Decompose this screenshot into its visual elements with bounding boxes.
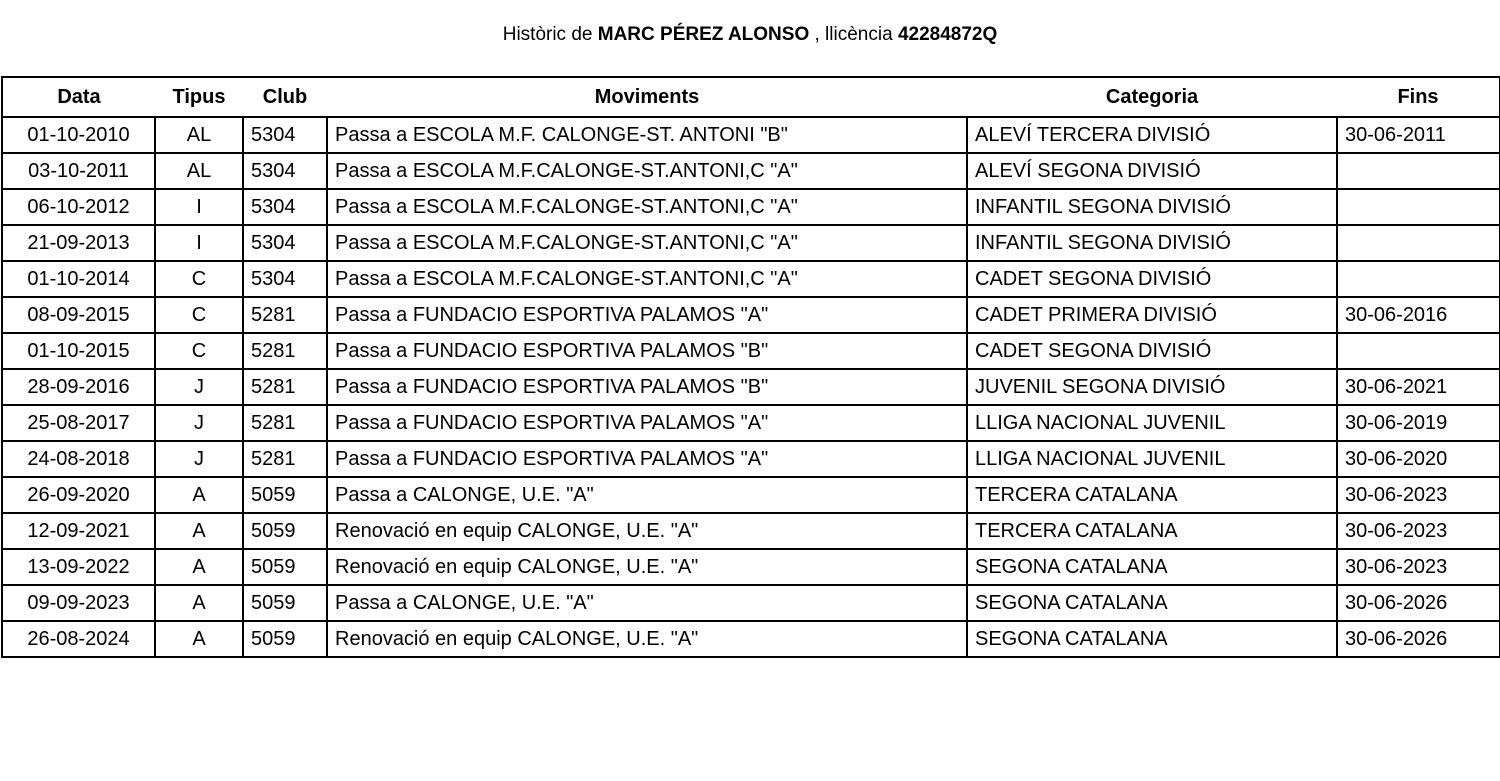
- cell-club: 5059: [243, 621, 327, 657]
- cell-tipus: I: [155, 225, 243, 261]
- cell-moviments: Passa a FUNDACIO ESPORTIVA PALAMOS "A": [327, 297, 967, 333]
- column-header-fins: Fins: [1337, 77, 1500, 117]
- cell-club: 5059: [243, 549, 327, 585]
- cell-categoria: CADET SEGONA DIVISIÓ: [967, 333, 1337, 369]
- cell-tipus: J: [155, 405, 243, 441]
- cell-tipus: AL: [155, 117, 243, 153]
- table-row: [2, 153, 1500, 189]
- cell-tipus: J: [155, 441, 243, 477]
- cell-club: 5281: [243, 369, 327, 405]
- cell-fins: [1337, 153, 1500, 189]
- cell-tipus: A: [155, 549, 243, 585]
- cell-categoria: ALEVÍ TERCERA DIVISIÓ: [967, 117, 1337, 153]
- cell-fins: 30-06-2016: [1337, 297, 1500, 333]
- table-row: [2, 621, 1500, 657]
- cell-moviments: Passa a FUNDACIO ESPORTIVA PALAMOS "B": [327, 369, 967, 405]
- table-row: [2, 585, 1500, 621]
- cell-club: 5281: [243, 297, 327, 333]
- cell-fins: 30-06-2026: [1337, 585, 1500, 621]
- cell-date: 03-10-2011: [2, 153, 155, 189]
- cell-moviments: Renovació en equip CALONGE, U.E. "A": [327, 621, 967, 657]
- cell-date: 21-09-2013: [2, 225, 155, 261]
- table-row: [2, 549, 1500, 585]
- cell-date: 24-08-2018: [2, 441, 155, 477]
- cell-categoria: SEGONA CATALANA: [967, 585, 1337, 621]
- cell-moviments: Passa a CALONGE, U.E. "A": [327, 477, 967, 513]
- column-header-club: Club: [243, 77, 327, 117]
- cell-fins: 30-06-2020: [1337, 441, 1500, 477]
- table-row: [2, 477, 1500, 513]
- cell-moviments: Passa a CALONGE, U.E. "A": [327, 585, 967, 621]
- cell-categoria: JUVENIL SEGONA DIVISIÓ: [967, 369, 1337, 405]
- cell-fins: [1337, 333, 1500, 369]
- cell-club: 5304: [243, 225, 327, 261]
- cell-categoria: SEGONA CATALANA: [967, 549, 1337, 585]
- column-header-moviments: Moviments: [327, 77, 967, 117]
- cell-fins: [1337, 225, 1500, 261]
- cell-tipus: C: [155, 261, 243, 297]
- cell-club: 5304: [243, 153, 327, 189]
- table-row: [2, 513, 1500, 549]
- cell-moviments: Passa a ESCOLA M.F.CALONGE-ST.ANTONI,C "A": [327, 189, 967, 225]
- cell-club: 5059: [243, 513, 327, 549]
- table-row: [2, 405, 1500, 441]
- cell-tipus: AL: [155, 153, 243, 189]
- cell-date: 08-09-2015: [2, 297, 155, 333]
- column-header-tipus: Tipus: [155, 77, 243, 117]
- cell-fins: [1337, 189, 1500, 225]
- cell-moviments: Renovació en equip CALONGE, U.E. "A": [327, 549, 967, 585]
- cell-date: 09-09-2023: [2, 585, 155, 621]
- cell-moviments: Passa a ESCOLA M.F. CALONGE-ST. ANTONI "B": [327, 117, 967, 153]
- cell-date: 06-10-2012: [2, 189, 155, 225]
- cell-date: 01-10-2010: [2, 117, 155, 153]
- cell-tipus: I: [155, 189, 243, 225]
- cell-categoria: CADET PRIMERA DIVISIÓ: [967, 297, 1337, 333]
- cell-tipus: J: [155, 369, 243, 405]
- cell-tipus: C: [155, 297, 243, 333]
- cell-club: 5304: [243, 261, 327, 297]
- cell-moviments: Passa a ESCOLA M.F.CALONGE-ST.ANTONI,C "A": [327, 261, 967, 297]
- cell-tipus: A: [155, 585, 243, 621]
- cell-fins: 30-06-2023: [1337, 549, 1500, 585]
- cell-tipus: A: [155, 621, 243, 657]
- cell-categoria: CADET SEGONA DIVISIÓ: [967, 261, 1337, 297]
- cell-tipus: C: [155, 333, 243, 369]
- cell-date: 01-10-2014: [2, 261, 155, 297]
- column-header-data: Data: [2, 77, 155, 117]
- cell-date: 01-10-2015: [2, 333, 155, 369]
- license-label: , llicència: [814, 24, 893, 45]
- cell-tipus: A: [155, 477, 243, 513]
- cell-fins: 30-06-2019: [1337, 405, 1500, 441]
- cell-fins: 30-06-2011: [1337, 117, 1500, 153]
- table-row: [2, 189, 1500, 225]
- table-header-row: [2, 77, 1500, 117]
- table-body: [2, 117, 1500, 657]
- cell-date: 13-09-2022: [2, 549, 155, 585]
- cell-categoria: ALEVÍ SEGONA DIVISIÓ: [967, 153, 1337, 189]
- table-row: [2, 369, 1500, 405]
- table-row: [2, 333, 1500, 369]
- page-title: [0, 22, 1500, 48]
- cell-moviments: Passa a FUNDACIO ESPORTIVA PALAMOS "A": [327, 405, 967, 441]
- cell-date: 12-09-2021: [2, 513, 155, 549]
- cell-moviments: Passa a FUNDACIO ESPORTIVA PALAMOS "A": [327, 441, 967, 477]
- player-name: MARC PÉREZ ALONSO: [597, 24, 810, 45]
- cell-club: 5281: [243, 405, 327, 441]
- history-table: [1, 76, 1500, 658]
- license-number: 42284872Q: [897, 24, 998, 45]
- table-row: [2, 117, 1500, 153]
- table-row: [2, 441, 1500, 477]
- cell-club: 5059: [243, 477, 327, 513]
- table-row: [2, 297, 1500, 333]
- title-prefix: Històric de: [502, 24, 593, 45]
- table-row: [2, 225, 1500, 261]
- cell-categoria: INFANTIL SEGONA DIVISIÓ: [967, 225, 1337, 261]
- table-row: [2, 261, 1500, 297]
- cell-date: 26-08-2024: [2, 621, 155, 657]
- cell-categoria: TERCERA CATALANA: [967, 477, 1337, 513]
- cell-moviments: Passa a FUNDACIO ESPORTIVA PALAMOS "B": [327, 333, 967, 369]
- cell-club: 5281: [243, 333, 327, 369]
- cell-club: 5059: [243, 585, 327, 621]
- cell-date: 28-09-2016: [2, 369, 155, 405]
- cell-moviments: Renovació en equip CALONGE, U.E. "A": [327, 513, 967, 549]
- cell-categoria: INFANTIL SEGONA DIVISIÓ: [967, 189, 1337, 225]
- cell-moviments: Passa a ESCOLA M.F.CALONGE-ST.ANTONI,C "A": [327, 225, 967, 261]
- cell-club: 5304: [243, 189, 327, 225]
- cell-categoria: LLIGA NACIONAL JUVENIL: [967, 441, 1337, 477]
- cell-fins: 30-06-2023: [1337, 477, 1500, 513]
- column-header-categoria: Categoria: [967, 77, 1337, 117]
- cell-fins: 30-06-2021: [1337, 369, 1500, 405]
- cell-fins: 30-06-2026: [1337, 621, 1500, 657]
- cell-moviments: Passa a ESCOLA M.F.CALONGE-ST.ANTONI,C "A": [327, 153, 967, 189]
- cell-date: 26-09-2020: [2, 477, 155, 513]
- cell-categoria: SEGONA CATALANA: [967, 621, 1337, 657]
- cell-fins: 30-06-2023: [1337, 513, 1500, 549]
- cell-date: 25-08-2017: [2, 405, 155, 441]
- cell-club: 5304: [243, 117, 327, 153]
- cell-categoria: TERCERA CATALANA: [967, 513, 1337, 549]
- cell-club: 5281: [243, 441, 327, 477]
- cell-categoria: LLIGA NACIONAL JUVENIL: [967, 405, 1337, 441]
- cell-fins: [1337, 261, 1500, 297]
- cell-tipus: A: [155, 513, 243, 549]
